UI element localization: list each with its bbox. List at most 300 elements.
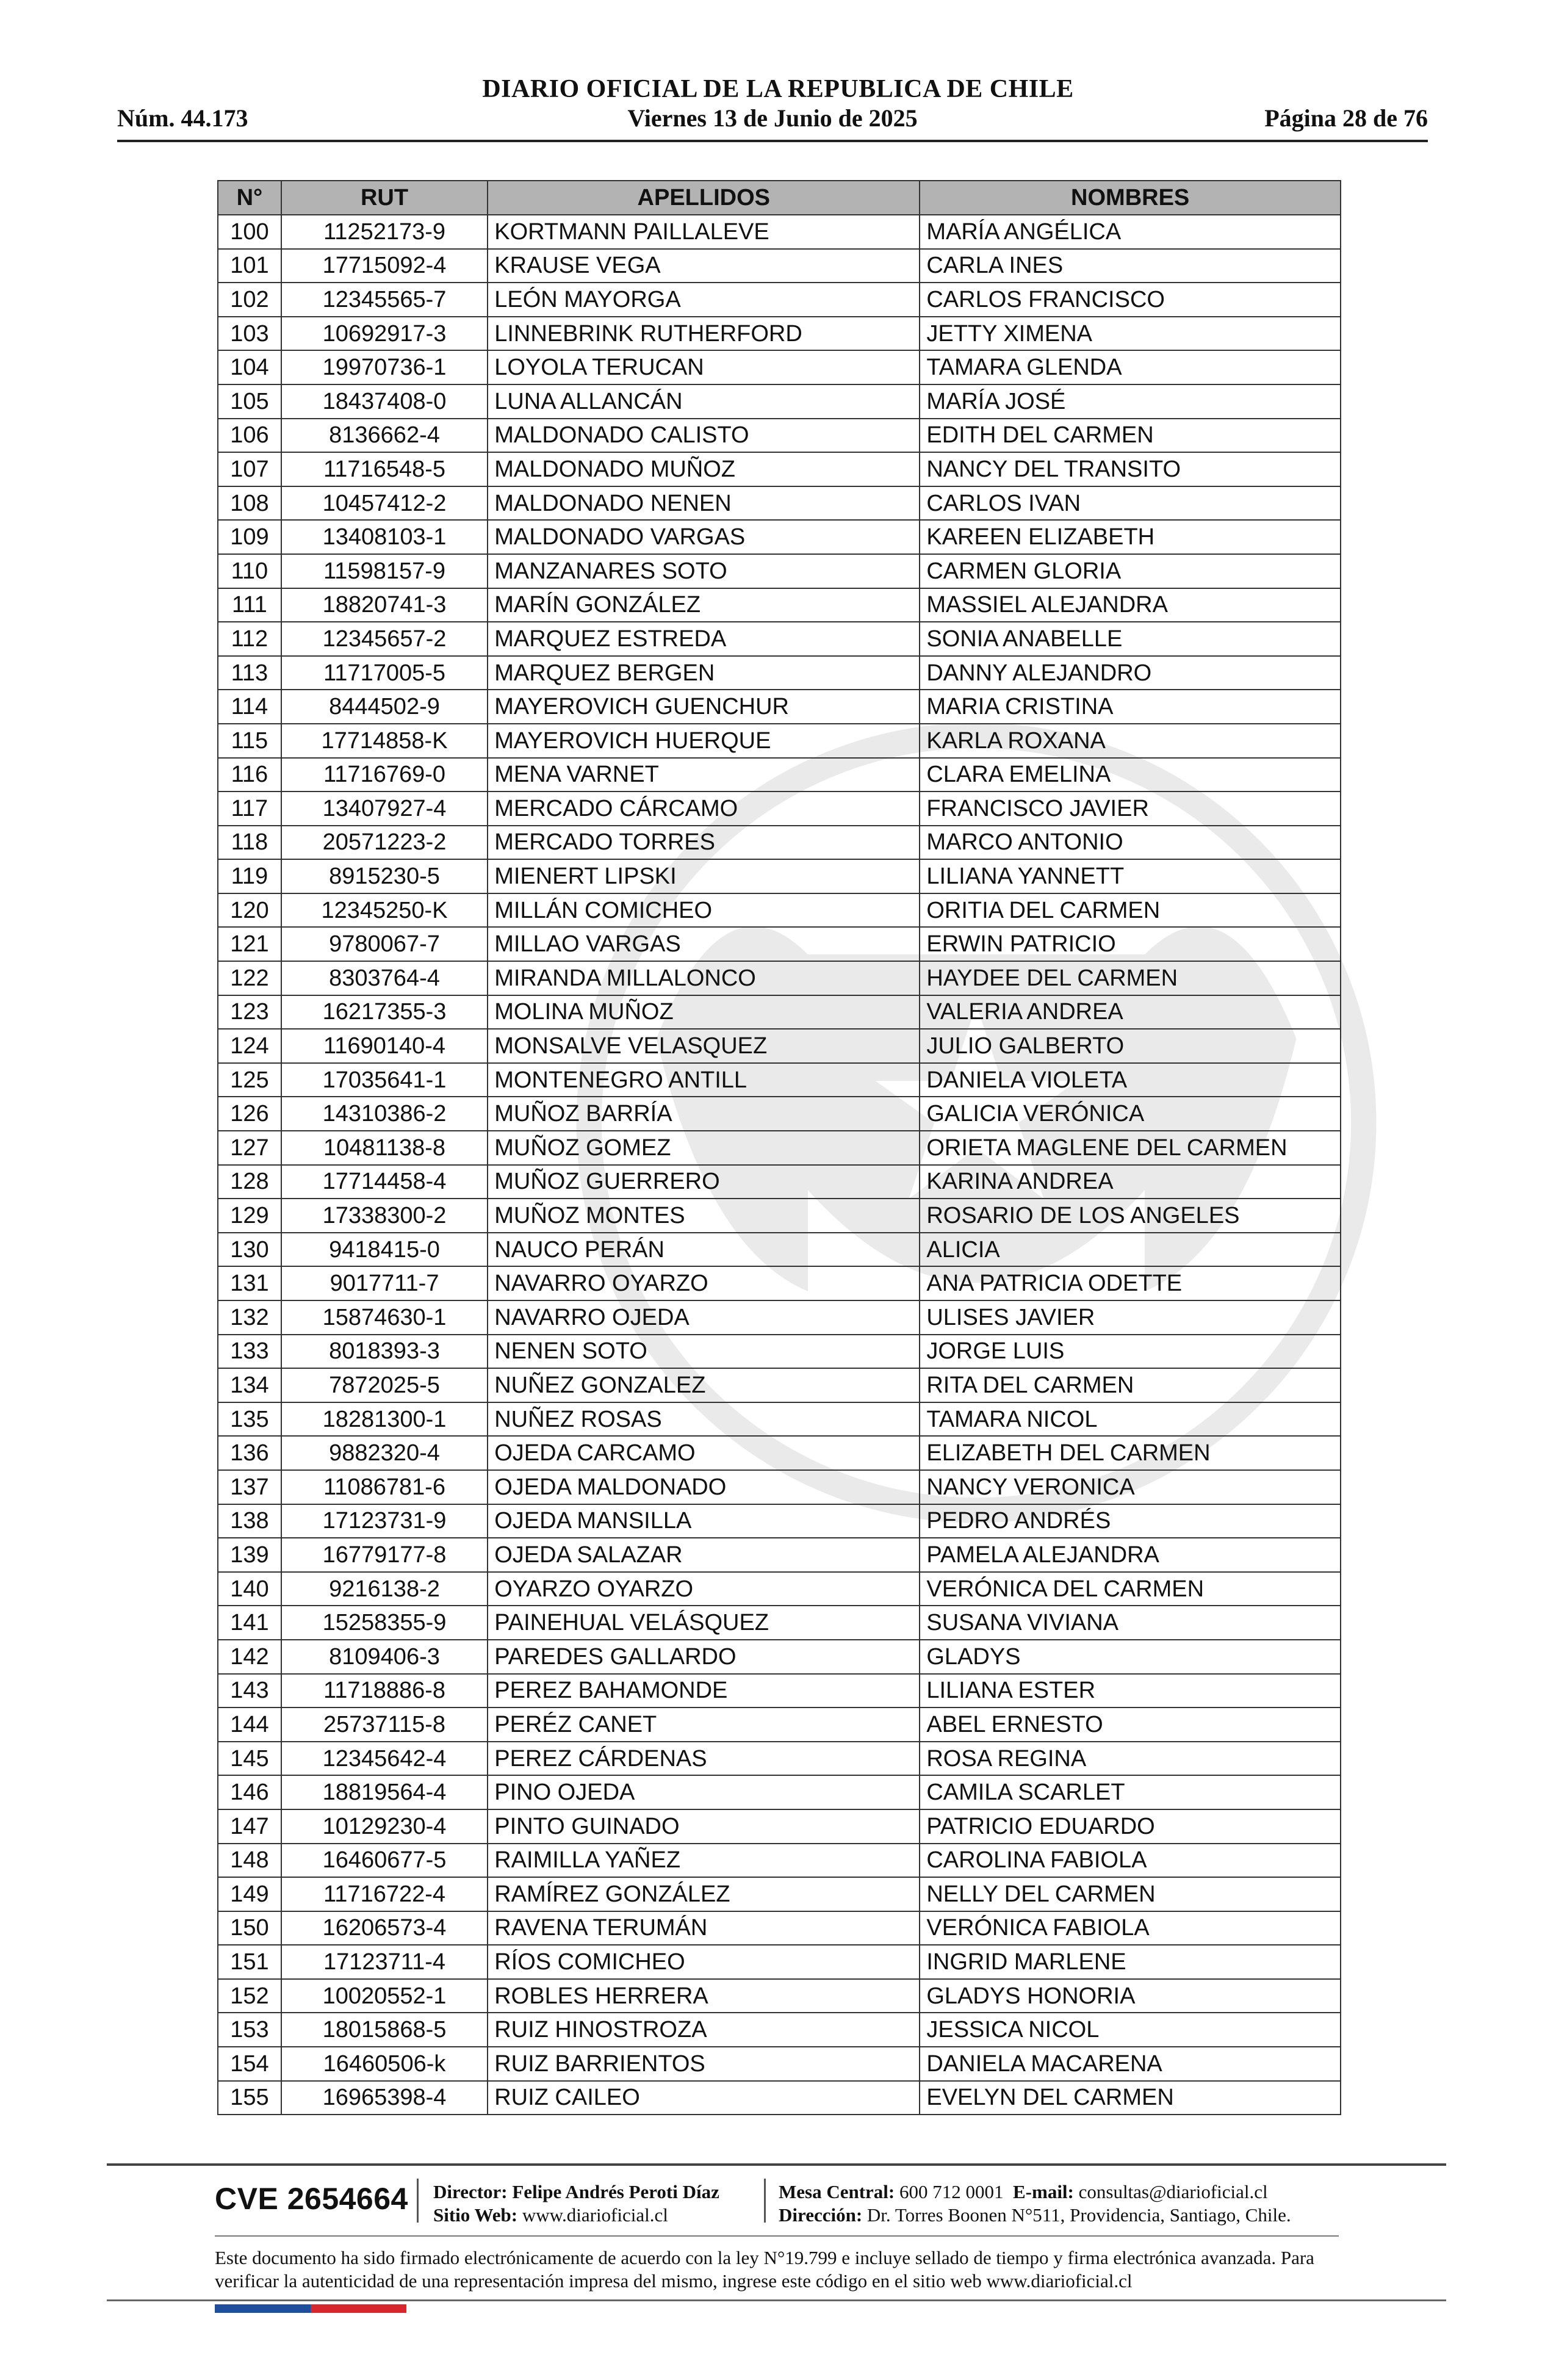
row-rut: 9017711-7 <box>281 1266 488 1300</box>
row-nombres: SONIA ANABELLE <box>920 622 1341 656</box>
row-nombres: CARMEN GLORIA <box>920 554 1341 588</box>
row-number: 111 <box>218 588 281 622</box>
row-nombres: DANNY ALEJANDRO <box>920 656 1341 690</box>
row-apellidos: MAYEROVICH GUENCHUR <box>488 690 920 724</box>
row-nombres: DANIELA VIOLETA <box>920 1063 1341 1097</box>
row-rut: 14310386-2 <box>281 1097 488 1131</box>
row-nombres: ORIETA MAGLENE DEL CARMEN <box>920 1131 1341 1165</box>
row-apellidos: RAIMILLA YAÑEZ <box>488 1844 920 1878</box>
row-rut: 12345657-2 <box>281 622 488 656</box>
row-apellidos: MOLINA MUÑOZ <box>488 995 920 1030</box>
table-row <box>218 249 1341 283</box>
table-row <box>218 1165 1341 1199</box>
row-number: 130 <box>218 1233 281 1267</box>
table-row <box>218 1775 1341 1809</box>
row-nombres: LILIANA ESTER <box>920 1674 1341 1708</box>
row-number: 101 <box>218 249 281 283</box>
row-number: 148 <box>218 1844 281 1878</box>
table-row <box>218 588 1341 622</box>
row-number: 139 <box>218 1538 281 1572</box>
row-rut: 7872025-5 <box>281 1368 488 1402</box>
table-row <box>218 384 1341 419</box>
row-number: 105 <box>218 384 281 419</box>
table-row <box>218 1368 1341 1402</box>
row-number: 143 <box>218 1674 281 1708</box>
row-apellidos: MARQUEZ BERGEN <box>488 656 920 690</box>
footer-divider <box>107 2163 1446 2166</box>
row-rut: 11690140-4 <box>281 1029 488 1063</box>
row-rut: 11598157-9 <box>281 554 488 588</box>
row-number: 109 <box>218 520 281 554</box>
row-apellidos: NAVARRO OJEDA <box>488 1300 920 1335</box>
row-number: 137 <box>218 1470 281 1504</box>
row-rut: 17714858-K <box>281 724 488 758</box>
row-nombres: ULISES JAVIER <box>920 1300 1341 1335</box>
row-nombres: ANA PATRICIA ODETTE <box>920 1266 1341 1300</box>
publication-title: DIARIO OFICIAL DE LA REPUBLICA DE CHILE <box>482 75 1074 103</box>
row-nombres: FRANCISCO JAVIER <box>920 792 1341 826</box>
table-row <box>218 317 1341 351</box>
row-apellidos: ROBLES HERRERA <box>488 1979 920 2013</box>
row-rut: 11716769-0 <box>281 758 488 792</box>
table-row <box>218 656 1341 690</box>
row-rut: 18819564-4 <box>281 1775 488 1809</box>
row-nombres: CLARA EMELINA <box>920 758 1341 792</box>
footer-director-block <box>433 2180 719 2227</box>
row-rut: 18437408-0 <box>281 384 488 419</box>
legal-notice: Este documento ha sido firmado electrónicamente de acuerdo con la ley N°19.799 e incluye sellado de tiempo y firma electrónica avanzada. Para verificar la autenticidad de una representación impresa del mismo, ingrese este código en el sitio web www.diarioficial.cl <box>215 2247 1314 2292</box>
row-rut: 8444502-9 <box>281 690 488 724</box>
row-number: 102 <box>218 283 281 317</box>
footer-separator <box>417 2179 419 2223</box>
row-apellidos: MERCADO CÁRCAMO <box>488 792 920 826</box>
row-rut: 16779177-8 <box>281 1538 488 1572</box>
row-rut: 16965398-4 <box>281 2081 488 2115</box>
email-address[interactable]: consultas@diarioficial.cl <box>1078 2181 1268 2202</box>
table-row <box>218 1063 1341 1097</box>
table-row <box>218 1436 1341 1470</box>
row-number: 120 <box>218 893 281 928</box>
row-nombres: JESSICA NICOL <box>920 2013 1341 2047</box>
table-row <box>218 758 1341 792</box>
table-row <box>218 419 1341 453</box>
row-rut: 16206573-4 <box>281 1911 488 1945</box>
row-nombres: CAROLINA FABIOLA <box>920 1844 1341 1878</box>
row-apellidos: OJEDA CARCAMO <box>488 1436 920 1470</box>
table-row <box>218 1877 1341 1911</box>
row-apellidos: PEREZ BAHAMONDE <box>488 1674 920 1708</box>
row-number: 134 <box>218 1368 281 1402</box>
row-rut: 11716722-4 <box>281 1877 488 1911</box>
row-rut: 15258355-9 <box>281 1606 488 1640</box>
row-apellidos: NAUCO PERÁN <box>488 1233 920 1267</box>
row-nombres: TAMARA GLENDA <box>920 350 1341 384</box>
row-apellidos: NENEN SOTO <box>488 1335 920 1369</box>
row-rut: 17714458-4 <box>281 1165 488 1199</box>
row-rut: 18820741-3 <box>281 588 488 622</box>
row-nombres: EDITH DEL CARMEN <box>920 419 1341 453</box>
row-number: 144 <box>218 1707 281 1742</box>
row-rut: 8303764-4 <box>281 961 488 995</box>
row-apellidos: NUÑEZ ROSAS <box>488 1402 920 1437</box>
row-number: 114 <box>218 690 281 724</box>
row-number: 118 <box>218 826 281 860</box>
row-number: 123 <box>218 995 281 1030</box>
row-number: 154 <box>218 2047 281 2081</box>
row-number: 132 <box>218 1300 281 1335</box>
row-number: 126 <box>218 1097 281 1131</box>
row-nombres: CAMILA SCARLET <box>920 1775 1341 1809</box>
table-row <box>218 2081 1341 2115</box>
table-row <box>218 1029 1341 1063</box>
row-number: 142 <box>218 1640 281 1674</box>
row-rut: 20571223-2 <box>281 826 488 860</box>
table-row <box>218 1979 1341 2013</box>
row-number: 104 <box>218 350 281 384</box>
row-apellidos: MALDONADO MUÑOZ <box>488 452 920 486</box>
row-rut: 18281300-1 <box>281 1402 488 1437</box>
footer-bottom-divider <box>107 2299 1446 2301</box>
row-nombres: JORGE LUIS <box>920 1335 1341 1369</box>
table-row <box>218 859 1341 893</box>
row-apellidos: MIENERT LIPSKI <box>488 859 920 893</box>
table-row <box>218 995 1341 1030</box>
row-apellidos: LEÓN MAYORGA <box>488 283 920 317</box>
row-apellidos: PINO OJEDA <box>488 1775 920 1809</box>
row-nombres: CARLOS FRANCISCO <box>920 283 1341 317</box>
row-rut: 16460677-5 <box>281 1844 488 1878</box>
row-apellidos: MALDONADO CALISTO <box>488 419 920 453</box>
row-nombres: KARLA ROXANA <box>920 724 1341 758</box>
website-link[interactable]: www.diarioficial.cl <box>522 2204 668 2226</box>
phone-number: 600 712 0001 <box>899 2181 1004 2202</box>
row-number: 112 <box>218 622 281 656</box>
table-row <box>218 520 1341 554</box>
row-rut: 17123711-4 <box>281 1945 488 1979</box>
row-nombres: VERÓNICA DEL CARMEN <box>920 1572 1341 1606</box>
row-nombres: DANIELA MACARENA <box>920 2047 1341 2081</box>
row-rut: 10129230-4 <box>281 1809 488 1844</box>
row-rut: 11252173-9 <box>281 215 488 249</box>
row-nombres: ERWIN PATRICIO <box>920 927 1341 961</box>
row-number: 145 <box>218 1742 281 1776</box>
row-apellidos: RÍOS COMICHEO <box>488 1945 920 1979</box>
row-nombres: EVELYN DEL CARMEN <box>920 2081 1341 2115</box>
table-row <box>218 1742 1341 1776</box>
header-row <box>117 104 1428 135</box>
row-number: 151 <box>218 1945 281 1979</box>
table-row <box>218 690 1341 724</box>
row-number: 103 <box>218 317 281 351</box>
page-indicator: Página 28 de 76 <box>1264 104 1428 132</box>
row-nombres: INGRID MARLENE <box>920 1945 1341 1979</box>
table-row <box>218 1131 1341 1165</box>
row-apellidos: LOYOLA TERUCAN <box>488 350 920 384</box>
row-apellidos: MONTENEGRO ANTILL <box>488 1063 920 1097</box>
row-rut: 17715092-4 <box>281 249 488 283</box>
row-nombres: VALERIA ANDREA <box>920 995 1341 1030</box>
footer-inner-divider <box>215 2235 1339 2237</box>
row-number: 152 <box>218 1979 281 2013</box>
column-header-apellidos: APELLIDOS <box>488 181 920 215</box>
row-rut: 19970736-1 <box>281 350 488 384</box>
row-apellidos: PAINEHUAL VELÁSQUEZ <box>488 1606 920 1640</box>
row-rut: 11716548-5 <box>281 452 488 486</box>
row-rut: 15874630-1 <box>281 1300 488 1335</box>
row-number: 125 <box>218 1063 281 1097</box>
row-rut: 12345565-7 <box>281 283 488 317</box>
table-row <box>218 215 1341 249</box>
row-nombres: GLADYS HONORIA <box>920 1979 1341 2013</box>
email-label: E-mail: <box>1013 2181 1074 2202</box>
table-body <box>218 215 1341 2115</box>
row-rut: 8136662-4 <box>281 419 488 453</box>
row-rut: 9216138-2 <box>281 1572 488 1606</box>
row-apellidos: MARÍN GONZÁLEZ <box>488 588 920 622</box>
row-apellidos: OJEDA SALAZAR <box>488 1538 920 1572</box>
issue-date: Viernes 13 de Junio de 2025 <box>627 104 918 132</box>
row-apellidos: MUÑOZ GOMEZ <box>488 1131 920 1165</box>
column-header-nombres: NOMBRES <box>920 181 1341 215</box>
row-apellidos: RUIZ CAILEO <box>488 2081 920 2115</box>
row-number: 136 <box>218 1436 281 1470</box>
table-row <box>218 961 1341 995</box>
row-nombres: NANCY VERONICA <box>920 1470 1341 1504</box>
column-header-number: N° <box>218 181 281 215</box>
footer-separator <box>764 2179 766 2223</box>
issue-number: Núm. 44.173 <box>117 104 248 132</box>
row-number: 124 <box>218 1029 281 1063</box>
row-apellidos: MUÑOZ BARRÍA <box>488 1097 920 1131</box>
table-row <box>218 350 1341 384</box>
table-row <box>218 1572 1341 1606</box>
row-number: 108 <box>218 486 281 521</box>
row-number: 141 <box>218 1606 281 1640</box>
row-rut: 16217355-3 <box>281 995 488 1030</box>
row-rut: 10457412-2 <box>281 486 488 521</box>
row-rut: 25737115-8 <box>281 1707 488 1742</box>
row-nombres: ELIZABETH DEL CARMEN <box>920 1436 1341 1470</box>
row-apellidos: MARQUEZ ESTREDA <box>488 622 920 656</box>
row-rut: 11086781-6 <box>281 1470 488 1504</box>
row-apellidos: MONSALVE VELASQUEZ <box>488 1029 920 1063</box>
row-rut: 17338300-2 <box>281 1199 488 1233</box>
row-apellidos: OJEDA MANSILLA <box>488 1504 920 1538</box>
row-apellidos: LUNA ALLANCÁN <box>488 384 920 419</box>
row-nombres: PATRICIO EDUARDO <box>920 1809 1341 1844</box>
row-rut: 9780067-7 <box>281 927 488 961</box>
row-apellidos: PERÉZ CANET <box>488 1707 920 1742</box>
table-row <box>218 1097 1341 1131</box>
table-row <box>218 1266 1341 1300</box>
row-rut: 11718886-8 <box>281 1674 488 1708</box>
table-row <box>218 283 1341 317</box>
table-row <box>218 826 1341 860</box>
row-nombres: MASSIEL ALEJANDRA <box>920 588 1341 622</box>
row-number: 107 <box>218 452 281 486</box>
row-apellidos: OJEDA MALDONADO <box>488 1470 920 1504</box>
row-nombres: PAMELA ALEJANDRA <box>920 1538 1341 1572</box>
row-nombres: GALICIA VERÓNICA <box>920 1097 1341 1131</box>
row-apellidos: MAYEROVICH HUERQUE <box>488 724 920 758</box>
row-apellidos: PAREDES GALLARDO <box>488 1640 920 1674</box>
table-header-row <box>218 181 1341 215</box>
table-row <box>218 724 1341 758</box>
row-apellidos: RUIZ BARRIENTOS <box>488 2047 920 2081</box>
phone-label: Mesa Central: <box>779 2181 895 2202</box>
row-rut: 8915230-5 <box>281 859 488 893</box>
row-apellidos: PINTO GUINADO <box>488 1809 920 1844</box>
row-nombres: NANCY DEL TRANSITO <box>920 452 1341 486</box>
row-number: 122 <box>218 961 281 995</box>
row-number: 115 <box>218 724 281 758</box>
row-apellidos: MIRANDA MILLALONCO <box>488 961 920 995</box>
table-row <box>218 2013 1341 2047</box>
website-label: Sitio Web: <box>433 2204 518 2226</box>
row-number: 146 <box>218 1775 281 1809</box>
row-rut: 9882320-4 <box>281 1436 488 1470</box>
director-label: Director: <box>433 2181 508 2202</box>
row-nombres: ORITIA DEL CARMEN <box>920 893 1341 928</box>
row-nombres: JULIO GALBERTO <box>920 1029 1341 1063</box>
row-number: 129 <box>218 1199 281 1233</box>
row-apellidos: LINNEBRINK RUTHERFORD <box>488 317 920 351</box>
row-apellidos: MILLAO VARGAS <box>488 927 920 961</box>
address-text: Dr. Torres Boonen N°511, Providencia, Santiago, Chile. <box>866 2204 1291 2226</box>
row-number: 119 <box>218 859 281 893</box>
row-apellidos: MANZANARES SOTO <box>488 554 920 588</box>
table-row <box>218 1538 1341 1572</box>
row-apellidos: MERCADO TORRES <box>488 826 920 860</box>
row-number: 106 <box>218 419 281 453</box>
row-number: 128 <box>218 1165 281 1199</box>
row-number: 150 <box>218 1911 281 1945</box>
table-row <box>218 554 1341 588</box>
row-rut: 10692917-3 <box>281 317 488 351</box>
table-row <box>218 1606 1341 1640</box>
row-rut: 8109406-3 <box>281 1640 488 1674</box>
row-nombres: ALICIA <box>920 1233 1341 1267</box>
row-rut: 16460506-k <box>281 2047 488 2081</box>
table-row <box>218 452 1341 486</box>
row-number: 113 <box>218 656 281 690</box>
row-apellidos: MALDONADO VARGAS <box>488 520 920 554</box>
table-row <box>218 792 1341 826</box>
row-number: 149 <box>218 1877 281 1911</box>
row-number: 133 <box>218 1335 281 1369</box>
row-nombres: CARLOS IVAN <box>920 486 1341 521</box>
row-number: 127 <box>218 1131 281 1165</box>
row-nombres: VERÓNICA FABIOLA <box>920 1911 1341 1945</box>
row-nombres: SUSANA VIVIANA <box>920 1606 1341 1640</box>
row-rut: 13408103-1 <box>281 520 488 554</box>
row-apellidos: MUÑOZ GUERRERO <box>488 1165 920 1199</box>
row-apellidos: KRAUSE VEGA <box>488 249 920 283</box>
table-row <box>218 927 1341 961</box>
table-row <box>218 1640 1341 1674</box>
row-nombres: PEDRO ANDRÉS <box>920 1504 1341 1538</box>
row-apellidos: RUIZ HINOSTROZA <box>488 2013 920 2047</box>
row-rut: 11717005-5 <box>281 656 488 690</box>
row-nombres: MARÍA JOSÉ <box>920 384 1341 419</box>
cve-code: CVE 2654664 <box>215 2182 408 2216</box>
table-row <box>218 1470 1341 1504</box>
header-divider <box>117 140 1428 142</box>
row-number: 155 <box>218 2081 281 2115</box>
row-number: 140 <box>218 1572 281 1606</box>
table-row <box>218 1300 1341 1335</box>
row-number: 153 <box>218 2013 281 2047</box>
row-apellidos: KORTMANN PAILLALEVE <box>488 215 920 249</box>
row-apellidos: MENA VARNET <box>488 758 920 792</box>
row-nombres: CARLA INES <box>920 249 1341 283</box>
table-row <box>218 1911 1341 1945</box>
row-apellidos: OYARZO OYARZO <box>488 1572 920 1606</box>
row-apellidos: RAVENA TERUMÁN <box>488 1911 920 1945</box>
row-nombres: ROSA REGINA <box>920 1742 1341 1776</box>
row-apellidos: NAVARRO OYARZO <box>488 1266 920 1300</box>
row-rut: 12345642-4 <box>281 1742 488 1776</box>
row-nombres: MARIA CRISTINA <box>920 690 1341 724</box>
table-row <box>218 1844 1341 1878</box>
row-apellidos: MUÑOZ MONTES <box>488 1199 920 1233</box>
table-row <box>218 622 1341 656</box>
row-rut: 12345250-K <box>281 893 488 928</box>
row-nombres: TAMARA NICOL <box>920 1402 1341 1437</box>
row-rut: 10481138-8 <box>281 1131 488 1165</box>
table-row <box>218 1233 1341 1267</box>
flag-stripe-blue <box>215 2304 311 2313</box>
row-number: 100 <box>218 215 281 249</box>
row-apellidos: MILLÁN COMICHEO <box>488 893 920 928</box>
table-row <box>218 1809 1341 1844</box>
table-row <box>218 1199 1341 1233</box>
table-row <box>218 1504 1341 1538</box>
table-row <box>218 1335 1341 1369</box>
table-row <box>218 1707 1341 1742</box>
row-nombres: JETTY XIMENA <box>920 317 1341 351</box>
row-apellidos: NUÑEZ GONZALEZ <box>488 1368 920 1402</box>
row-number: 147 <box>218 1809 281 1844</box>
row-rut: 10020552-1 <box>281 1979 488 2013</box>
row-nombres: MARCO ANTONIO <box>920 826 1341 860</box>
row-nombres: GLADYS <box>920 1640 1341 1674</box>
table-row <box>218 893 1341 928</box>
row-rut: 17035641-1 <box>281 1063 488 1097</box>
table-row <box>218 2047 1341 2081</box>
row-rut: 8018393-3 <box>281 1335 488 1369</box>
row-rut: 13407927-4 <box>281 792 488 826</box>
row-number: 110 <box>218 554 281 588</box>
row-nombres: KAREEN ELIZABETH <box>920 520 1341 554</box>
row-nombres: NELLY DEL CARMEN <box>920 1877 1341 1911</box>
row-number: 116 <box>218 758 281 792</box>
row-apellidos: MALDONADO NENEN <box>488 486 920 521</box>
table-row <box>218 1674 1341 1708</box>
row-nombres: MARÍA ANGÉLICA <box>920 215 1341 249</box>
row-nombres: KARINA ANDREA <box>920 1165 1341 1199</box>
flag-stripe-red <box>311 2304 406 2313</box>
row-apellidos: PEREZ CÁRDENAS <box>488 1742 920 1776</box>
row-nombres: ROSARIO DE LOS ANGELES <box>920 1199 1341 1233</box>
table-row <box>218 1402 1341 1437</box>
row-rut: 17123731-9 <box>281 1504 488 1538</box>
row-number: 121 <box>218 927 281 961</box>
row-number: 135 <box>218 1402 281 1437</box>
roster-table <box>217 180 1341 2115</box>
row-rut: 18015868-5 <box>281 2013 488 2047</box>
table-row <box>218 486 1341 521</box>
